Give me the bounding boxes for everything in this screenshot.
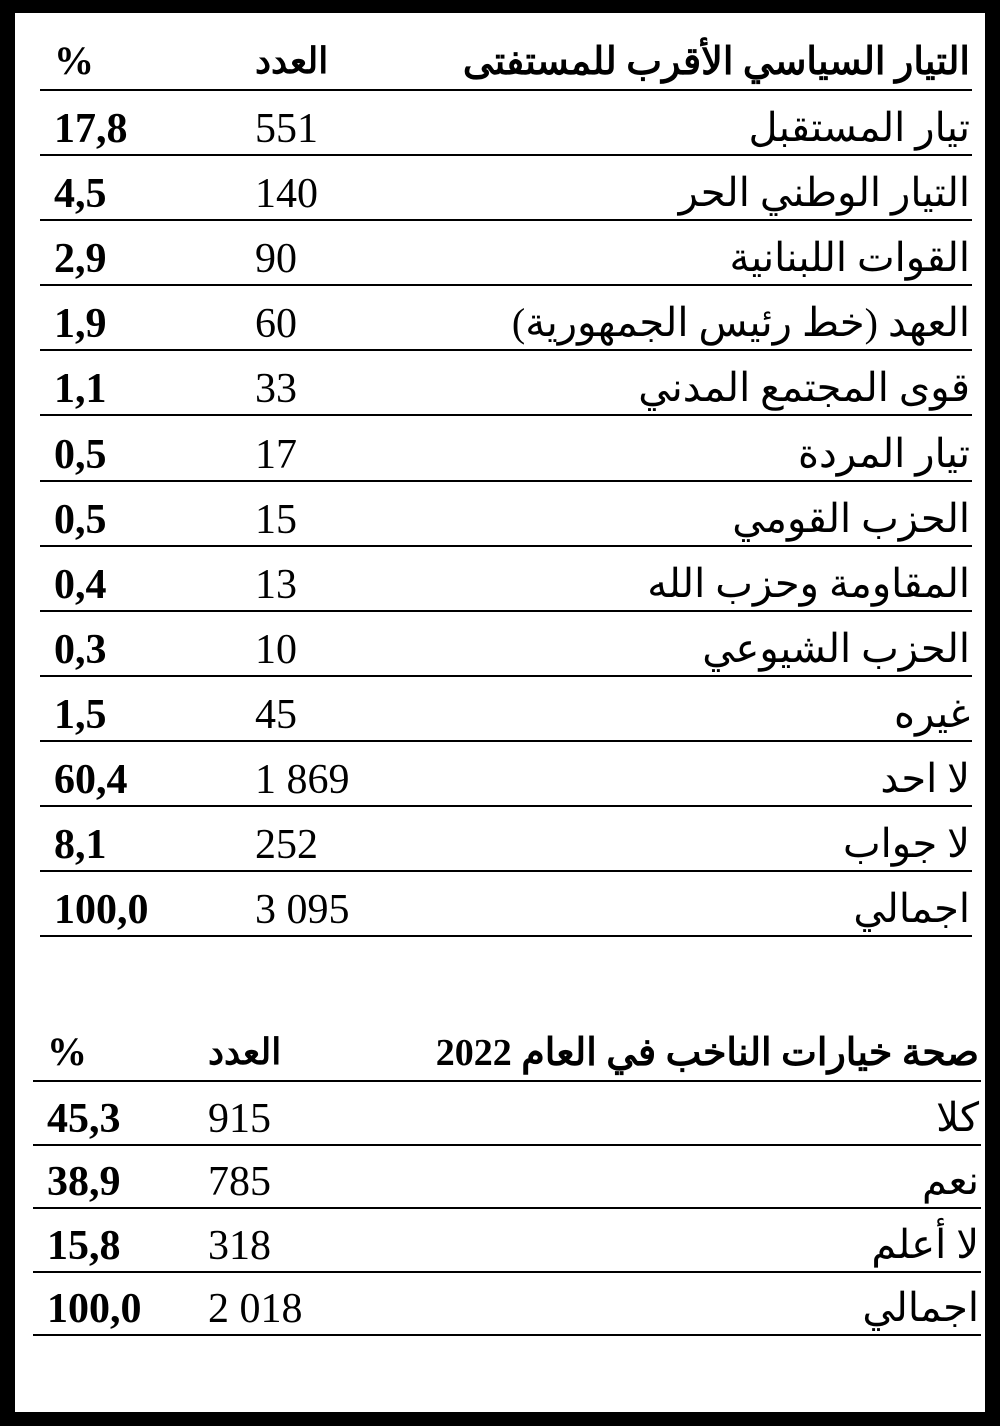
count-cell: 3 095: [255, 887, 350, 934]
table-row: [33, 1146, 981, 1210]
voter-choice-table: [33, 1019, 981, 1336]
table-header-row: [40, 27, 972, 91]
table-row: [33, 1209, 981, 1273]
percent-cell: 4,5: [54, 171, 107, 218]
table-row: [40, 351, 972, 416]
label-cell: غيره: [893, 690, 970, 736]
header-label: التيار السياسي الأقرب للمستفتى: [462, 41, 970, 83]
percent-cell: 1,1: [54, 366, 107, 413]
count-cell: 551: [255, 106, 318, 153]
count-cell: 785: [208, 1159, 271, 1205]
label-cell: تيار المردة: [798, 430, 970, 476]
header-percent: %: [54, 38, 94, 83]
count-cell: 915: [208, 1095, 271, 1142]
header-label: صحة خيارات الناخب في العام 2022: [435, 1032, 979, 1074]
label-cell: قوى المجتمع المدني: [638, 365, 970, 411]
count-cell: 60: [255, 301, 297, 348]
count-cell: 1 869: [255, 757, 350, 804]
table-row: [40, 482, 972, 547]
count-cell: 140: [255, 171, 318, 218]
table-row: [40, 286, 972, 351]
label-cell: القوات اللبنانية: [729, 235, 970, 281]
percent-cell: 0,3: [54, 626, 107, 673]
label-cell: كلا: [936, 1094, 979, 1140]
header-count: العدد: [208, 1032, 282, 1072]
table-row: [40, 547, 972, 612]
percent-cell: 2,9: [54, 236, 107, 283]
percent-cell: 8,1: [54, 822, 107, 869]
table-row: [40, 221, 972, 286]
percent-cell: 15,8: [47, 1222, 121, 1269]
percent-cell: 100,0: [54, 887, 149, 934]
percent-cell: 1,9: [54, 301, 107, 348]
political-affiliation-table: [40, 27, 972, 937]
label-cell: اجمالي: [862, 1285, 979, 1330]
label-cell: لا احد: [880, 756, 970, 802]
percent-cell: 60,4: [54, 757, 128, 804]
table-row: [40, 612, 972, 677]
percent-cell: 0,4: [54, 561, 107, 608]
label-cell: اجمالي: [853, 886, 970, 932]
label-cell: لا أعلم: [871, 1221, 979, 1267]
count-cell: 318: [208, 1222, 271, 1269]
percent-cell: 0,5: [54, 431, 107, 478]
percent-cell: 45,3: [47, 1095, 121, 1142]
percent-cell: 0,5: [54, 496, 107, 543]
header-count: العدد: [255, 41, 329, 81]
table-header-row: [33, 1019, 981, 1082]
count-cell: 17: [255, 431, 297, 478]
count-cell: 45: [255, 691, 297, 738]
percent-cell: 1,5: [54, 691, 107, 738]
count-cell: 13: [255, 561, 297, 608]
percent-cell: 100,0: [47, 1286, 142, 1332]
table-row: [40, 872, 972, 937]
count-cell: 252: [255, 822, 318, 869]
table-row: [33, 1082, 981, 1146]
label-cell: العهد (خط رئيس الجمهورية): [511, 300, 970, 346]
count-cell: 15: [255, 496, 297, 543]
label-cell: المقاومة وحزب الله: [647, 560, 970, 606]
count-cell: 90: [255, 236, 297, 283]
document-page: [15, 13, 985, 1412]
table-row: [40, 416, 972, 481]
label-cell: تيار المستقبل: [748, 105, 970, 151]
count-cell: 10: [255, 626, 297, 673]
label-cell: لا جواب: [843, 821, 970, 867]
percent-cell: 17,8: [54, 106, 128, 153]
count-cell: 2 018: [208, 1286, 303, 1332]
table-row: [40, 91, 972, 156]
percent-cell: 38,9: [47, 1159, 121, 1205]
label-cell: الحزب الشيوعي: [702, 625, 970, 671]
table-row: [40, 677, 972, 742]
header-percent: %: [47, 1029, 87, 1074]
table-row: [40, 807, 972, 872]
table-row: [33, 1273, 981, 1337]
count-cell: 33: [255, 366, 297, 413]
table-row: [40, 156, 972, 221]
label-cell: التيار الوطني الحر: [678, 170, 970, 216]
label-cell: الحزب القومي: [732, 495, 970, 541]
label-cell: نعم: [921, 1158, 979, 1203]
table-row: [40, 742, 972, 807]
